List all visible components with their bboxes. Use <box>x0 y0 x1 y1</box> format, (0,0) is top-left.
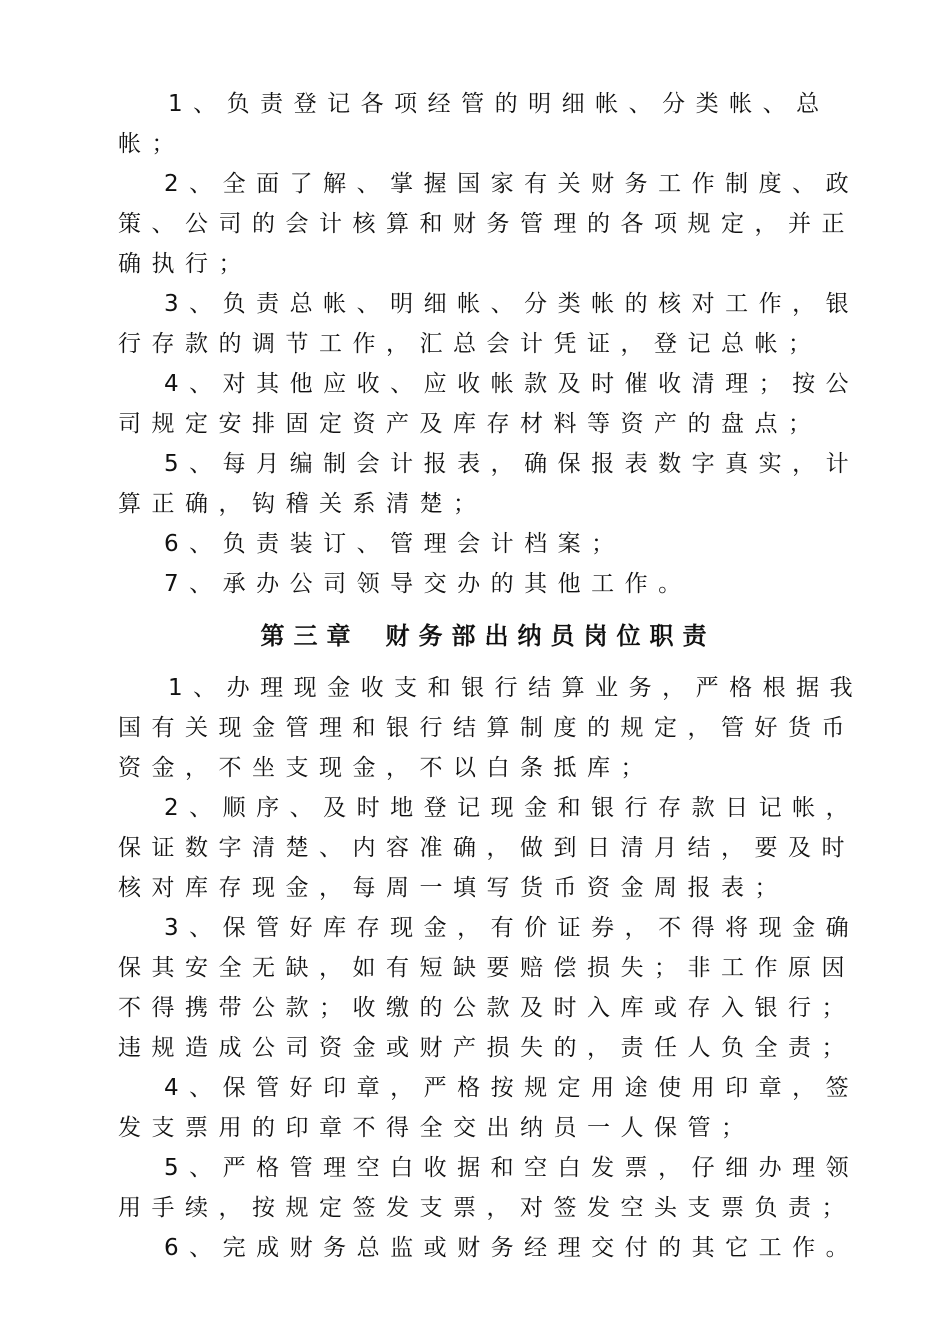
chapter-title: 财务部出纳员岗位职责 <box>385 622 716 650</box>
duty-item-6: 6、负责装订、管理会计档案； <box>164 531 625 557</box>
cashier-duty-item-3: 3、保管好库存现金，有价证券，不得将现金确保其安全无缺，如有短缺要赔偿损失；非工作原因不得携带公款；收缴的公款及时入库或存入银行；违规造成公司资金或财产损失的，责任人负全责； <box>118 915 860 1061</box>
duty-item-3: 3、负责总帐、明细帐、分类帐的核对工作，银行存款的调节工作，汇总会计凭证，登记总帐； <box>118 291 860 357</box>
document-page <box>118 84 878 1268</box>
cashier-duty-item-2: 2、顺序、及时地登记现金和银行存款日记帐，保证数字清楚、内容准确，做到日清月结，要及时核对库存现金，每周一填写货币资金周报表； <box>118 795 860 901</box>
chapter-heading <box>118 616 878 656</box>
duty-item-7: 7、承办公司领导交办的其他工作。 <box>164 571 692 597</box>
duty-item-4: 4、对其他应收、应收帐款及时催收清理；按公司规定安排固定资产及库存材料等资产的盘点； <box>118 371 860 437</box>
cashier-duty-item-6: 6、完成财务总监或财务经理交付的其它工作。 <box>164 1235 860 1261</box>
duty-item-1: 1、负责登记各项经管的明细帐、分类帐、总帐； <box>118 91 830 157</box>
chapter-label: 第三章 <box>260 622 360 650</box>
duty-item-2: 2、全面了解、掌握国家有关财务工作制度、政策、公司的会计核算和财务管理的各项规定，并正确执行； <box>118 171 860 277</box>
cashier-duty-item-5: 5、严格管理空白收据和空白发票，仔细办理领用手续，按规定签发支票，对签发空头支票负责； <box>118 1155 860 1221</box>
duty-item-5: 5、每月编制会计报表，确保报表数字真实，计算正确，钩稽关系清楚； <box>118 451 860 517</box>
cashier-duty-item-4: 4、保管好印章，严格按规定用途使用印章，签发支票用的印章不得全交出纳员一人保管； <box>118 1075 860 1141</box>
cashier-duty-item-1: 1、办理现金收支和银行结算业务，严格根据我国有关现金管理和银行结算制度的规定，管好货币资金，不坐支现金，不以白条抵库； <box>118 675 864 781</box>
